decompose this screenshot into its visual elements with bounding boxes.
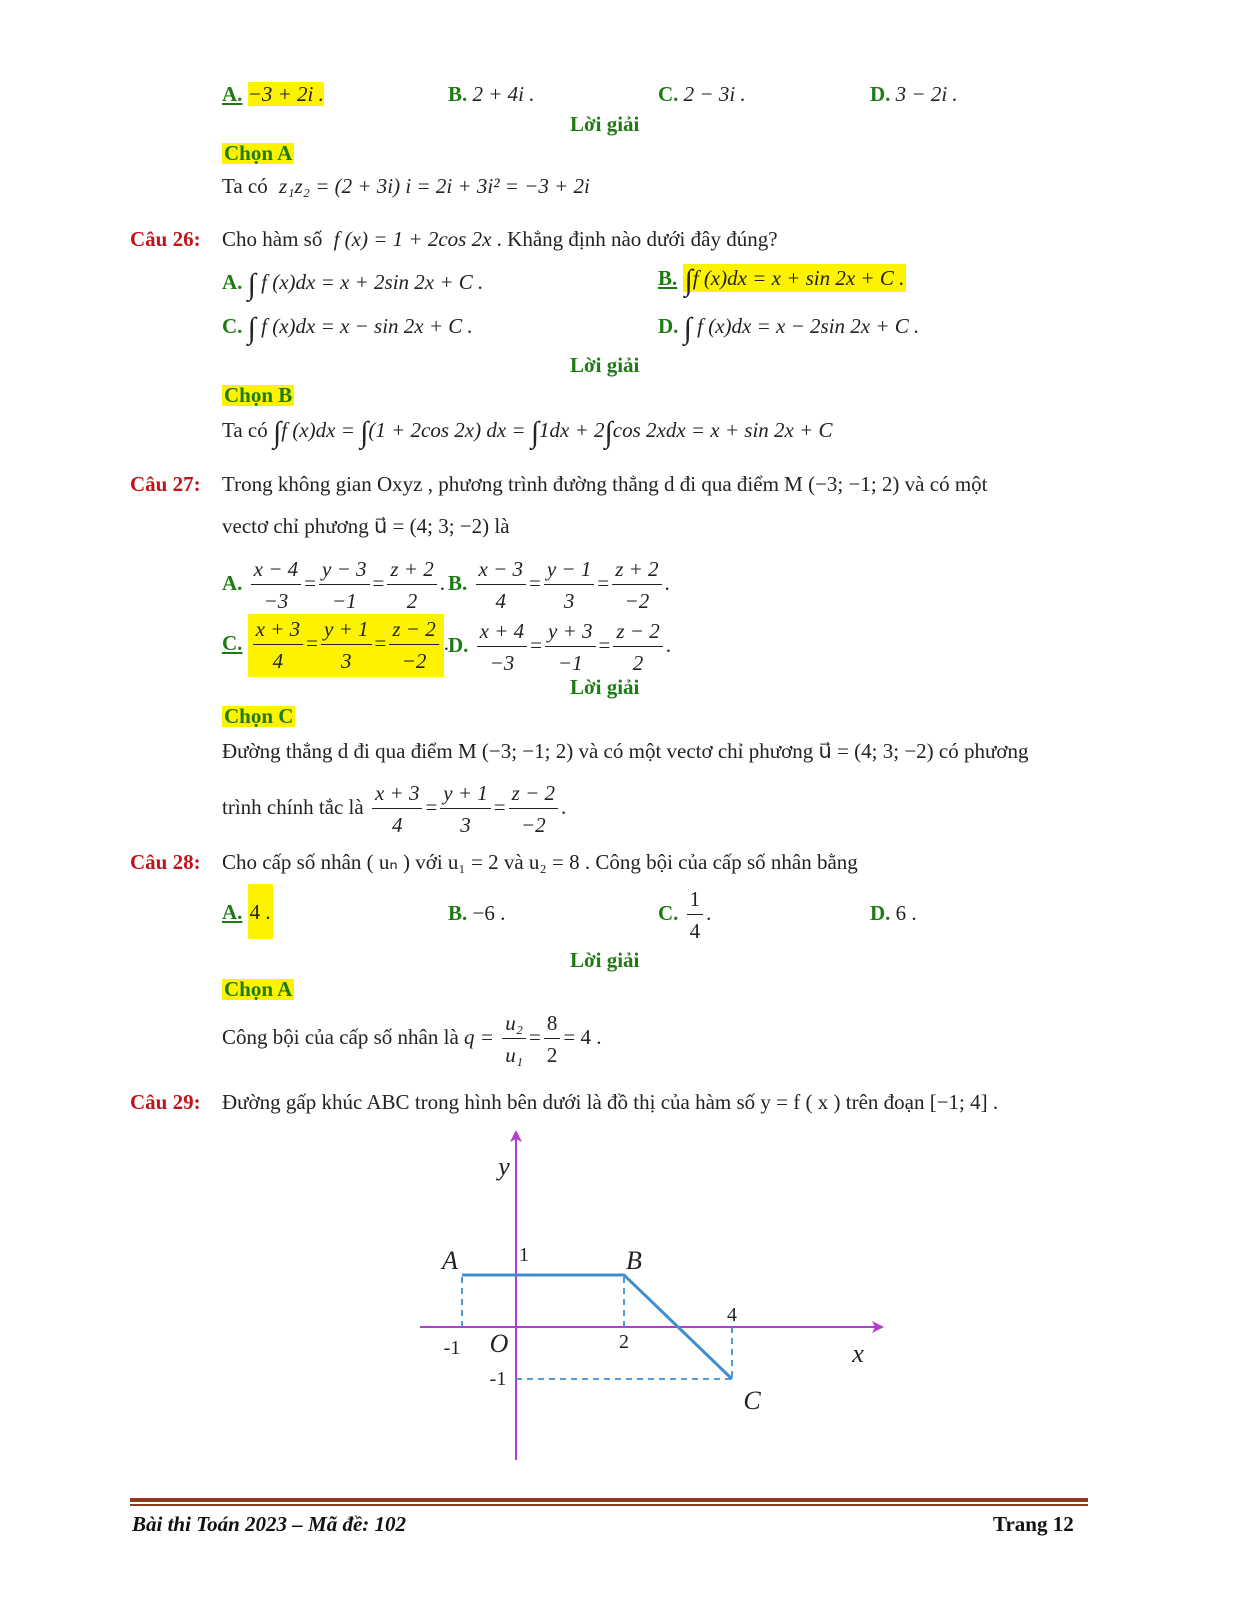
denominator: 2: [406, 589, 418, 614]
tick-label-x-4: 4: [727, 1304, 737, 1326]
q26-explain-part4: cos 2xdx = x + sin 2x + C: [612, 418, 833, 442]
q26-explanation: [222, 418, 833, 448]
q26-explain-lead: Ta có: [222, 418, 268, 442]
q26-option-b-highlight: [683, 264, 907, 297]
q25-option-c: [658, 84, 746, 105]
q26-prompt-math: f (x) = 1 + 2cos 2x: [333, 227, 492, 251]
fraction: [321, 616, 372, 675]
denominator: 2: [546, 1043, 558, 1068]
q27-choice: Chọn C: [224, 704, 294, 728]
numerator: z + 2: [612, 556, 661, 585]
integral-sign-icon: ∫: [247, 312, 256, 345]
q25-option-d: [870, 84, 958, 105]
q26-option-b: [658, 266, 906, 296]
integral-sign-icon: ∫: [360, 416, 369, 449]
numerator: x + 4: [477, 618, 528, 647]
numerator: x + 3: [253, 616, 304, 645]
q25-explain-math: z₁z₂ = (2 + 3i) i = 2i + 3i² = −3 + 2i: [279, 174, 590, 198]
fraction: [477, 618, 528, 677]
denominator: 4: [272, 649, 284, 674]
q25-option-d-label: D.: [870, 82, 891, 106]
q26-option-c-label: C.: [222, 314, 243, 338]
q27-explain-line2-text: trình chính tắc là: [222, 795, 364, 820]
q26-prompt: [222, 229, 778, 250]
fraction: [476, 556, 527, 615]
fraction: [319, 556, 370, 615]
denominator: −2: [401, 649, 427, 674]
q26-option-a-label: A.: [222, 270, 243, 294]
numerator: y + 1: [321, 616, 372, 645]
q26-explain-part3: 1dx + 2: [539, 418, 605, 442]
q26-option-c-text: f (x)dx = x − sin 2x + C .: [261, 314, 473, 338]
denominator: −1: [557, 651, 583, 676]
numerator: z − 2: [389, 616, 438, 645]
q28-option-d-label: D.: [870, 901, 891, 925]
point-label-a: A: [442, 1246, 458, 1275]
fraction: [509, 780, 558, 839]
q26-prompt-lead: Cho hàm số: [222, 227, 323, 251]
integral-sign-icon: ∫: [683, 312, 692, 345]
q25-explanation: [222, 176, 590, 197]
q28-solution-heading: Lời giải: [570, 948, 640, 972]
q25-choice: Chọn A: [224, 141, 293, 165]
numerator: 8: [544, 1010, 561, 1039]
fraction: [251, 556, 302, 615]
fraction: [544, 1010, 561, 1069]
q28-explain-q: q =: [464, 1025, 494, 1050]
q27-line1: Trong không gian Oxyz , phương trình đường thẳng d đi qua điểm M (−3; −1; 2) và có một: [222, 472, 988, 496]
denominator: 3: [563, 589, 575, 614]
q27-option-c: C. $\frac{x + 3}{4}$ = $\frac{y + 1}{3}$ = $\frac{z - 2}{-2}$ .: [222, 614, 449, 677]
tick-label-x-neg1: -1: [443, 1337, 461, 1359]
q28-explanation: Công bội của cấp số nhân là q = $\frac{\text{u₂}}{\text{u₁}}$ = $\frac{8}{2}$ = 4 .: [222, 1011, 602, 1068]
numerator: y − 1: [544, 556, 595, 585]
tick-label-x-2: 2: [619, 1331, 629, 1353]
piecewise-graph: [400, 1120, 900, 1470]
q25-option-b-text: 2 + 4i .: [472, 82, 535, 106]
footer-rule-thin: [130, 1504, 1088, 1506]
numerator: u₂: [502, 1010, 526, 1039]
q27-option-c-label: C.: [222, 631, 243, 656]
q28-option-c: C. $\frac{1}{4}$ .: [658, 887, 712, 944]
numerator: y − 3: [319, 556, 370, 585]
numerator: x − 3: [476, 556, 527, 585]
fraction: [440, 780, 491, 839]
q28-option-a-text: 4 .: [248, 884, 273, 939]
denominator: 2: [632, 651, 644, 676]
q26-explain-part1: f (x)dx =: [281, 418, 355, 442]
numerator: y + 3: [545, 618, 596, 647]
graph-labels: [440, 1152, 864, 1415]
numerator: z + 2: [387, 556, 436, 585]
q26-option-c: [222, 314, 473, 344]
q28-prompt: Cho cấp số nhân ( uₙ ) với u₁ = 2 và u₂ = 8 . Công bội của cấp số nhân bằng: [222, 850, 858, 874]
q26-option-a: [222, 270, 483, 300]
q26-number: Câu 26:: [130, 227, 201, 251]
q26-option-d-label: D.: [658, 314, 679, 338]
q25-option-a-text: −3 + 2i .: [247, 82, 324, 106]
q28-option-c-label: C.: [658, 901, 679, 926]
q26-option-d-text: f (x)dx = x − 2sin 2x + C .: [697, 314, 920, 338]
q27-option-a: A. $\frac{x - 4}{-3}$ = $\frac{y - 3}{-1}$ = $\frac{z + 2}{2}$ .: [222, 557, 445, 614]
q27-explain-line2: trình chính tắc là $\frac{x + 3}{4}$ = $\frac{y + 1}{3}$ = $\frac{z - 2}{-2}$ .: [222, 781, 567, 838]
denominator: −3: [263, 589, 289, 614]
denominator: 4: [495, 589, 507, 614]
q28-option-a: [222, 884, 273, 939]
q28-option-b-text: −6 .: [472, 901, 506, 925]
q25-option-b-label: B.: [448, 82, 468, 106]
q28-option-d-text: 6 .: [895, 901, 917, 925]
denominator: −2: [624, 589, 650, 614]
q25-option-c-text: 2 − 3i .: [683, 82, 746, 106]
numerator: z − 2: [613, 618, 662, 647]
footer-page-number: Trang 12: [993, 1512, 1074, 1536]
fraction: [545, 618, 596, 677]
q27-line2: vectơ chỉ phương u⃗ = (4; 3; −2) là: [222, 514, 510, 538]
q26-option-a-text: f (x)dx = x + 2sin 2x + C .: [261, 270, 484, 294]
q28-option-b: [448, 903, 505, 924]
q26-prompt-tail: . Khẳng định nào dưới đây đúng?: [496, 227, 778, 251]
q25-option-d-text: 3 − 2i .: [895, 82, 958, 106]
q28-option-d: [870, 903, 917, 924]
q27-option-d-label: D.: [448, 633, 469, 658]
denominator: 3: [341, 649, 352, 674]
q26-option-d: [658, 314, 919, 344]
denominator: 4: [689, 919, 701, 944]
integral-sign-icon: ∫: [684, 264, 693, 297]
denominator: u₁: [505, 1043, 524, 1068]
q26-option-b-label: B.: [658, 266, 678, 290]
integral-sign-icon: ∫: [247, 268, 256, 301]
q25-solution-heading: Lời giải: [570, 112, 640, 136]
q28-explain-tail: = 4 .: [563, 1025, 602, 1050]
fraction: [687, 886, 704, 945]
q27-option-b-label: B.: [448, 571, 468, 596]
fraction: [387, 556, 436, 615]
q25-option-c-label: C.: [658, 82, 679, 106]
numerator: y + 1: [440, 780, 491, 809]
q27-solution-heading: Lời giải: [570, 675, 640, 699]
numerator: x − 4: [251, 556, 302, 585]
denominator: 4: [391, 813, 403, 838]
denominator: −3: [489, 651, 515, 676]
integral-sign-icon: ∫: [273, 416, 282, 449]
q28-number: Câu 28:: [130, 850, 201, 874]
footer-rule-thick: [130, 1498, 1088, 1502]
fraction: [372, 780, 423, 839]
y-axis-label: y: [498, 1152, 510, 1181]
q28-choice: Chọn A: [224, 977, 293, 1001]
q25-option-b: [448, 84, 535, 105]
q28-explain-lead: Công bội của cấp số nhân là: [222, 1025, 459, 1050]
point-label-b: B: [626, 1246, 642, 1275]
numerator: 1: [687, 886, 704, 915]
q25-explain-lead: Ta có: [222, 174, 268, 198]
point-label-c: C: [743, 1386, 761, 1415]
q25-option-a-label: A.: [222, 82, 243, 106]
q26-choice: Chọn B: [224, 383, 293, 407]
origin-label: O: [489, 1329, 509, 1358]
numerator: x + 3: [372, 780, 423, 809]
fraction: [253, 616, 304, 675]
integral-sign-icon: ∫: [604, 416, 613, 449]
q29-number: Câu 29:: [130, 1090, 201, 1114]
integral-sign-icon: ∫: [530, 416, 540, 449]
fraction: [502, 1010, 526, 1069]
tick-label-y-neg1: -1: [489, 1368, 507, 1390]
q27-explain-line1: Đường thẳng d đi qua điểm M (−3; −1; 2) và có một vectơ chỉ phương u⃗ = (4; 3; −2) có phương: [222, 739, 1029, 763]
footer-title: Bài thi Toán 2023 – Mã đề: 102: [132, 1512, 407, 1536]
fraction: [544, 556, 595, 615]
q25-option-a: [222, 84, 324, 105]
q27-number: Câu 27:: [130, 472, 201, 496]
q26-explain-part2: (1 + 2cos 2x) dx =: [368, 418, 526, 442]
tick-label-y-1: 1: [519, 1244, 529, 1266]
fraction: [612, 556, 661, 615]
q26-option-b-text: f (x)dx = x + sin 2x + C .: [692, 266, 905, 290]
q27-option-c-highlight: $\frac{x + 3}{4}$ = $\frac{y + 1}{3}$ = $\frac{z - 2}{-2}$: [248, 614, 444, 677]
q28-option-a-label: A.: [222, 900, 243, 924]
numerator: z − 2: [509, 780, 558, 809]
q29-prompt: Đường gấp khúc ABC trong hình bên dưới là đồ thị của hàm số y = f ( x ) trên đoạn [−1; 4] .: [222, 1090, 999, 1114]
denominator: −1: [331, 589, 357, 614]
denominator: −2: [520, 813, 546, 838]
q27-option-a-label: A.: [222, 571, 243, 596]
fraction: [389, 616, 438, 675]
q27-option-d: D. $\frac{x + 4}{-3}$ = $\frac{y + 3}{-1}$ = $\frac{z - 2}{2}$ .: [448, 619, 671, 676]
q27-option-b: B. $\frac{x - 3}{4}$ = $\frac{y - 1}{3}$ = $\frac{z + 2}{-2}$ .: [448, 557, 670, 614]
q26-solution-heading: Lời giải: [570, 353, 640, 377]
q28-option-b-label: B.: [448, 901, 468, 925]
fraction: [613, 618, 662, 677]
denominator: 3: [460, 813, 471, 838]
x-axis-label: x: [852, 1339, 864, 1368]
